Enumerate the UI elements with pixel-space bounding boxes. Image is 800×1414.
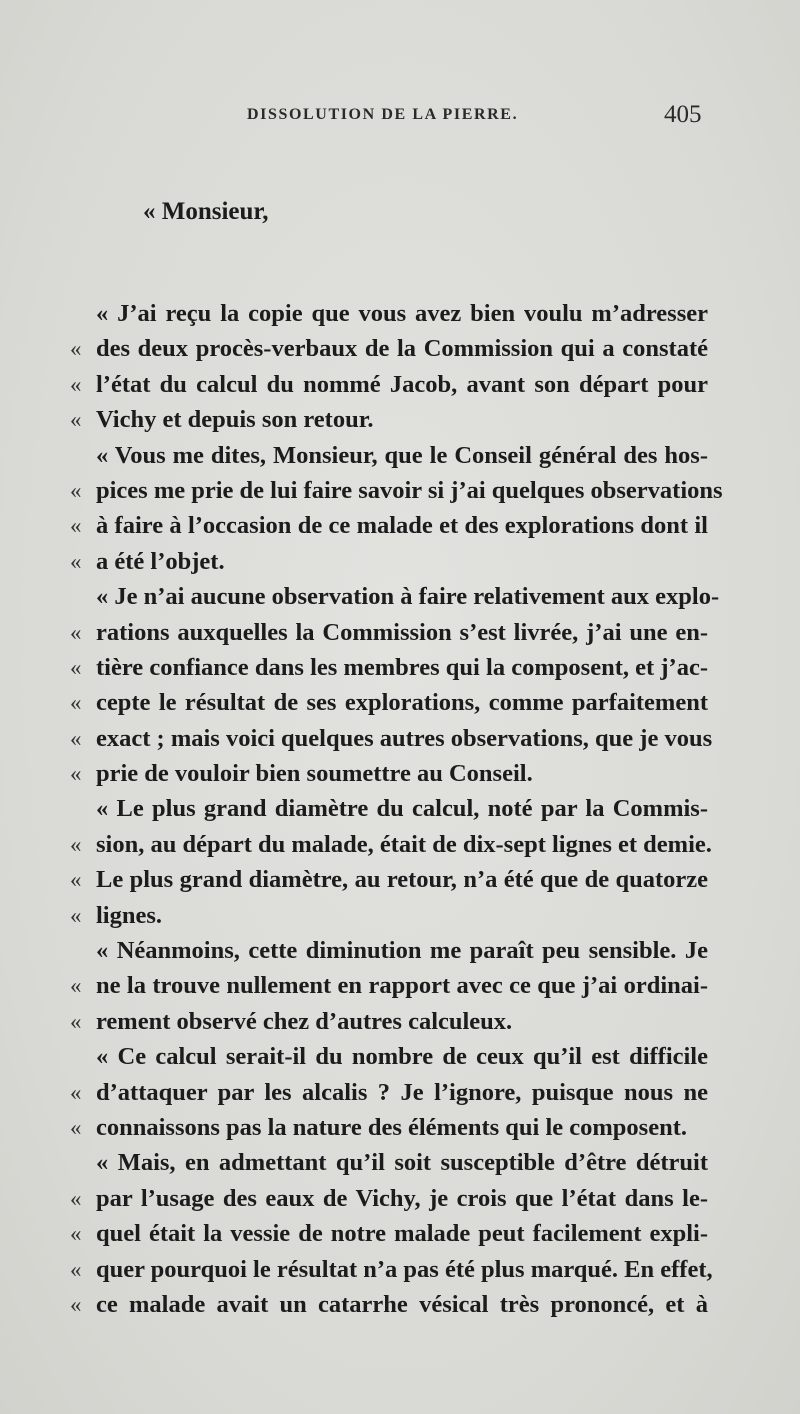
line-text: quer pourquoi le résultat n’a pas été plus marqué. En effet, [96, 1255, 713, 1283]
running-title: DISSOLUTION DE LA PIERRE. [247, 106, 519, 123]
continuation-quote-mark: « [70, 1185, 82, 1211]
text-line [0, 1181, 800, 1216]
line-text: « Ce calcul serait-il du nombre de ceux qu’il est difficile [96, 1043, 708, 1071]
line-text: cepte le résultat de ses explorations, comme parfaitement [96, 689, 708, 717]
text-line [0, 331, 800, 366]
text-line [0, 650, 800, 685]
text-line [0, 508, 800, 543]
text-line [0, 1075, 800, 1110]
line-text: rations auxquelles la Commission s’est livrée, j’ai une en- [96, 618, 708, 646]
line-text: lignes. [96, 901, 163, 929]
line-text: a été l’objet. [96, 547, 225, 575]
continuation-quote-mark: « [70, 902, 82, 928]
text-line [0, 1287, 800, 1322]
continuation-quote-mark: « [70, 690, 82, 716]
line-text: « Néanmoins, cette diminution me paraît peu sensible. Je [96, 937, 708, 965]
line-text: prie de vouloir bien soumettre au Conseil. [96, 760, 533, 788]
text-line [0, 968, 800, 1003]
text-line [0, 862, 800, 897]
continuation-quote-mark: « [70, 867, 82, 893]
text-line [0, 1145, 800, 1180]
text-line [0, 544, 800, 579]
text-line [0, 438, 800, 473]
continuation-quote-mark: « [70, 407, 82, 433]
line-text: « Vous me dites, Monsieur, que le Conseil général des hos- [96, 441, 708, 469]
text-line [0, 1004, 800, 1039]
text-line [0, 615, 800, 650]
line-text: « Je n’ai aucune observation à faire relativement aux explo- [96, 583, 720, 611]
continuation-quote-mark: « [70, 1291, 82, 1317]
text-line [0, 1252, 800, 1287]
continuation-quote-mark: « [70, 654, 82, 680]
continuation-quote-mark: « [70, 725, 82, 751]
line-text: connaissons pas la nature des éléments qui le composent. [96, 1113, 688, 1141]
text-line [0, 756, 800, 791]
letter-body [0, 296, 800, 1322]
text-line [0, 579, 800, 614]
text-line [0, 791, 800, 826]
text-line [0, 898, 800, 933]
line-text: Le plus grand diamètre, au retour, n’a été que de quatorze [96, 866, 708, 894]
line-text: à faire à l’occasion de ce malade et des explorations dont il [96, 512, 708, 540]
line-text: sion, au départ du malade, était de dix-sept lignes et demie. [96, 830, 712, 858]
continuation-quote-mark: « [70, 477, 82, 503]
text-line [0, 1039, 800, 1074]
continuation-quote-mark: « [70, 619, 82, 645]
line-text: des deux procès-verbaux de la Commission qui a constaté [96, 335, 708, 363]
continuation-quote-mark: « [70, 973, 82, 999]
text-line [0, 402, 800, 437]
continuation-quote-mark: « [70, 336, 82, 362]
text-line [0, 367, 800, 402]
running-head [0, 103, 800, 133]
continuation-quote-mark: « [70, 371, 82, 397]
line-text: Vichy et depuis son retour. [96, 406, 374, 434]
text-line [0, 296, 800, 331]
line-text: exact ; mais voici quelques autres observations, que je vous [96, 724, 713, 752]
line-text: ce malade avait un catarrhe vésical très prononcé, et à [96, 1290, 708, 1318]
line-text: rement observé chez d’autres calculeux. [96, 1007, 513, 1035]
line-text: l’état du calcul du nommé Jacob, avant son départ pour [96, 370, 708, 398]
continuation-quote-mark: « [70, 513, 82, 539]
continuation-quote-mark: « [70, 1221, 82, 1247]
continuation-quote-mark: « [70, 761, 82, 787]
text-line [0, 933, 800, 968]
continuation-quote-mark: « [70, 1079, 82, 1105]
salutation: « Monsieur, [143, 198, 269, 225]
continuation-quote-mark: « [70, 831, 82, 857]
continuation-quote-mark: « [70, 1256, 82, 1282]
text-line [0, 1110, 800, 1145]
continuation-quote-mark: « [70, 1114, 82, 1140]
line-text: quel était la vessie de notre malade peut facilement expli- [96, 1220, 708, 1248]
line-text: ne la trouve nullement en rapport avec ce que j’ai ordinai- [96, 972, 708, 1000]
line-text: par l’usage des eaux de Vichy, je crois que l’état dans le- [96, 1184, 708, 1212]
line-text: pices me prie de lui faire savoir si j’ai quelques observations [96, 476, 723, 504]
line-text: « Le plus grand diamètre du calcul, noté par la Commis- [96, 795, 708, 823]
text-line [0, 473, 800, 508]
line-text: « Mais, en admettant qu’il soit susceptible d’être détruit [96, 1149, 708, 1177]
text-line [0, 827, 800, 862]
line-text: tière confiance dans les membres qui la composent, et j’ac- [96, 653, 708, 681]
line-text: d’attaquer par les alcalis ? Je l’ignore, puisque nous ne [96, 1078, 708, 1106]
line-text: « J’ai reçu la copie que vous avez bien voulu m’adresser [96, 300, 708, 327]
text-line [0, 721, 800, 756]
text-line [0, 1216, 800, 1251]
continuation-quote-mark: « [70, 1008, 82, 1034]
continuation-quote-mark: « [70, 548, 82, 574]
page-number: 405 [664, 101, 702, 128]
text-line [0, 685, 800, 720]
